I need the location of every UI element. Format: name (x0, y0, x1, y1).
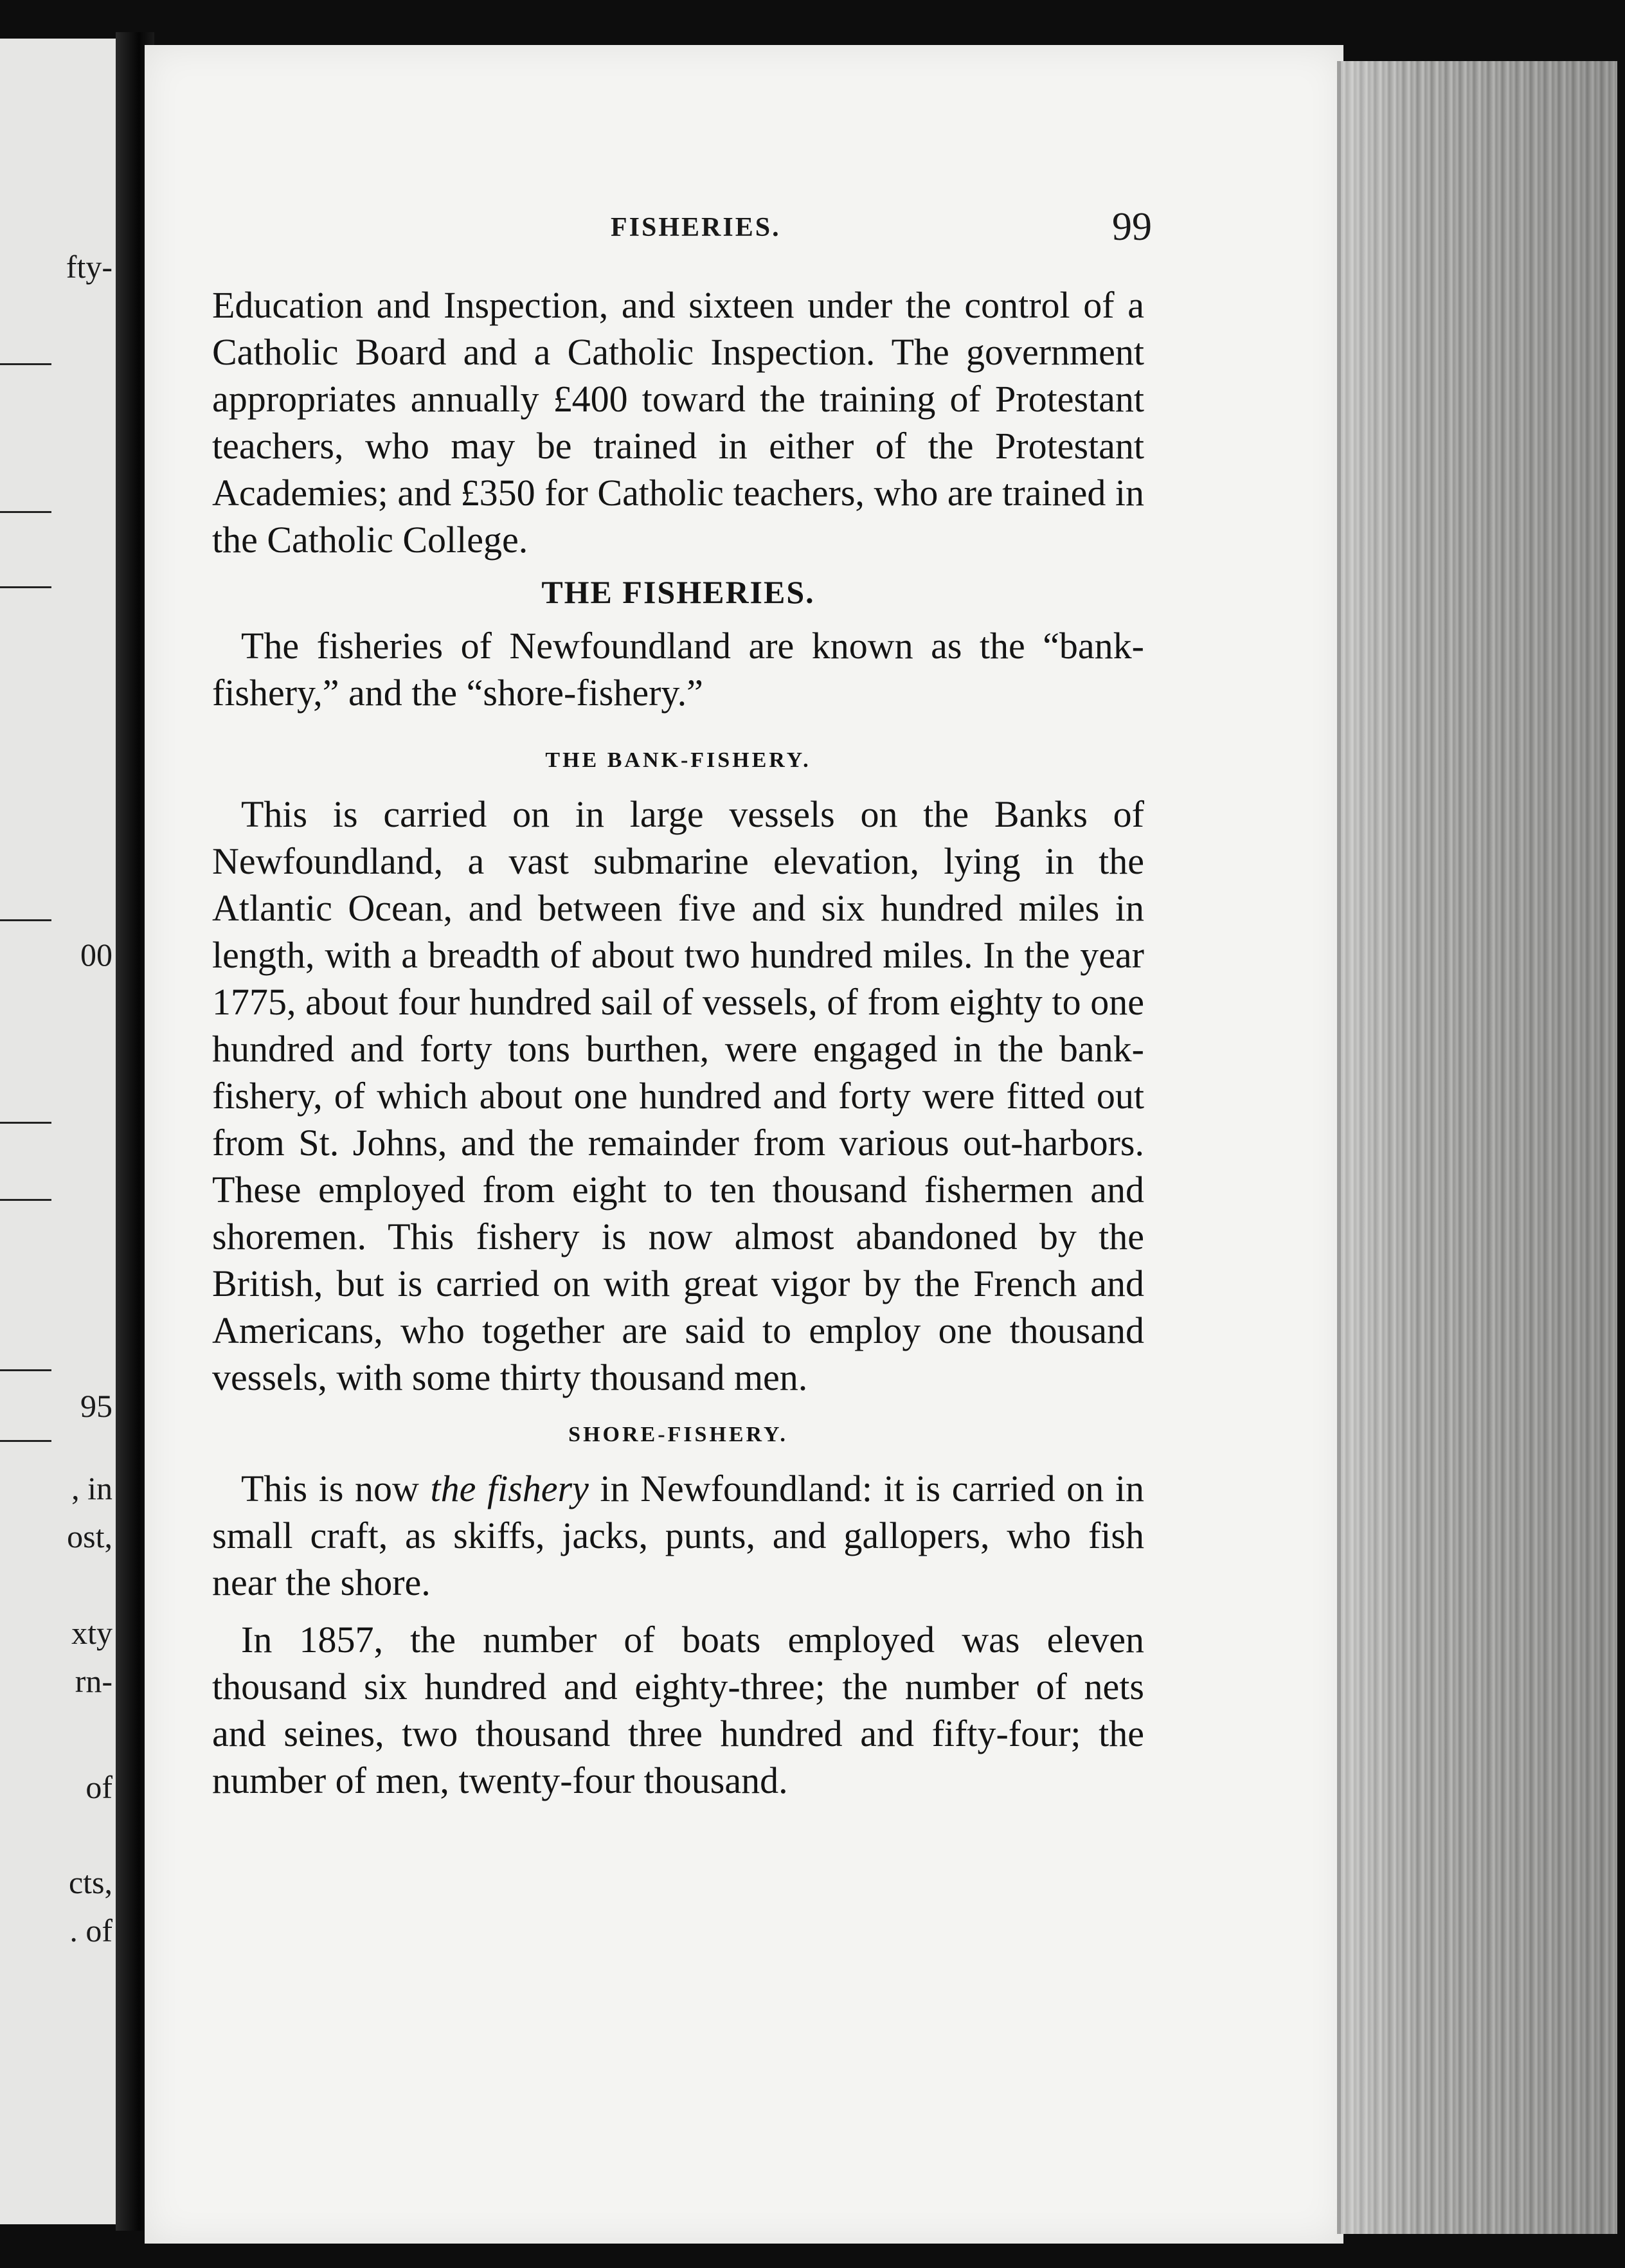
left-page-rule (0, 919, 51, 921)
shore-text-start: This is now (241, 1468, 431, 1509)
left-page-rule (0, 1199, 51, 1201)
paragraph-fisheries: The fisheries of Newfoundland are known as the “bank-fishery,” and the “shore-fishery.” (212, 625, 1144, 714)
shore-text-end: in Newfoundland: it is carried on in small craft, as skiffs, jacks, punts, and gallopers, who fish near the shore. (212, 1468, 1145, 1603)
left-page-fragment: ost, (67, 1518, 112, 1554)
left-page-fragment: rn- (75, 1663, 112, 1699)
left-page-rule (0, 363, 51, 365)
left-page-fragment: cts, (68, 1864, 112, 1900)
paragraph-shore-fishery (212, 1465, 1144, 1606)
heading-bank-fishery: THE BANK-FISHERY. (545, 748, 811, 772)
page-block-shade (1337, 61, 1613, 2234)
left-page-fragment: xty (71, 1615, 112, 1651)
running-head: FISHERIES. (611, 213, 781, 242)
paragraph-bank-fishery: This is carried on in large vessels on the Banks of Newfoundland, a vast submarine elevation, lying in the Atlantic Ocean, and between five and six hundred miles in length, with a breadth of about two hundred miles. In the year 1775, about four hundred sail of vessels, of from eighty to one hundred and forty tons burthen, were engaged in the bank-fishery, of which about one hundred and forty were fitted out from St. Johns, and the remainder from various out-harbors. These employed from eight to ten thousand fishermen and shoremen. This fishery is now almost abandoned by the British, but is carried on with great vigor by the French and Americans, who together are said to employ one thousand vessels, with some thirty thousand men. (212, 793, 1144, 1398)
page-number: 99 (1112, 205, 1152, 249)
left-page-rule (0, 1122, 51, 1124)
page-body (212, 282, 1144, 1804)
left-page-rule (0, 586, 51, 588)
left-page-fragment: of (85, 1769, 112, 1805)
left-page-rule (0, 1369, 51, 1371)
heading-the-fisheries: THE FISHERIES. (541, 574, 815, 610)
paragraph-education: Education and Inspection, and sixteen under the control of a Catholic Board and a Catholic Inspection. The government appropriates annually £400 toward the training of Protestant teachers, who may be trained in either of the Protestant Academies; and £350 for Catholic teachers, who are trained in the Catholic College. (212, 284, 1144, 561)
paragraph-1857-statistics: In 1857, the number of boats employed was eleven thousand six hundred and eighty-three; the number of nets and seines, two thousand three hundred and fifty-four; the number of men, twenty-four thousand. (212, 1619, 1144, 1801)
left-page-fragment: 95 (80, 1388, 112, 1424)
left-page-fragment: 00 (80, 937, 112, 973)
left-page-fragment: fty- (66, 249, 112, 285)
left-facing-page (0, 39, 116, 2224)
left-page-rule (0, 1440, 51, 1442)
left-page-fragment: , in (71, 1470, 112, 1506)
left-page-fragment: . of (69, 1913, 112, 1949)
left-page-rule (0, 511, 51, 513)
heading-shore-fishery: SHORE-FISHERY. (568, 1423, 788, 1446)
shore-text-italic: the fishery (430, 1468, 589, 1509)
